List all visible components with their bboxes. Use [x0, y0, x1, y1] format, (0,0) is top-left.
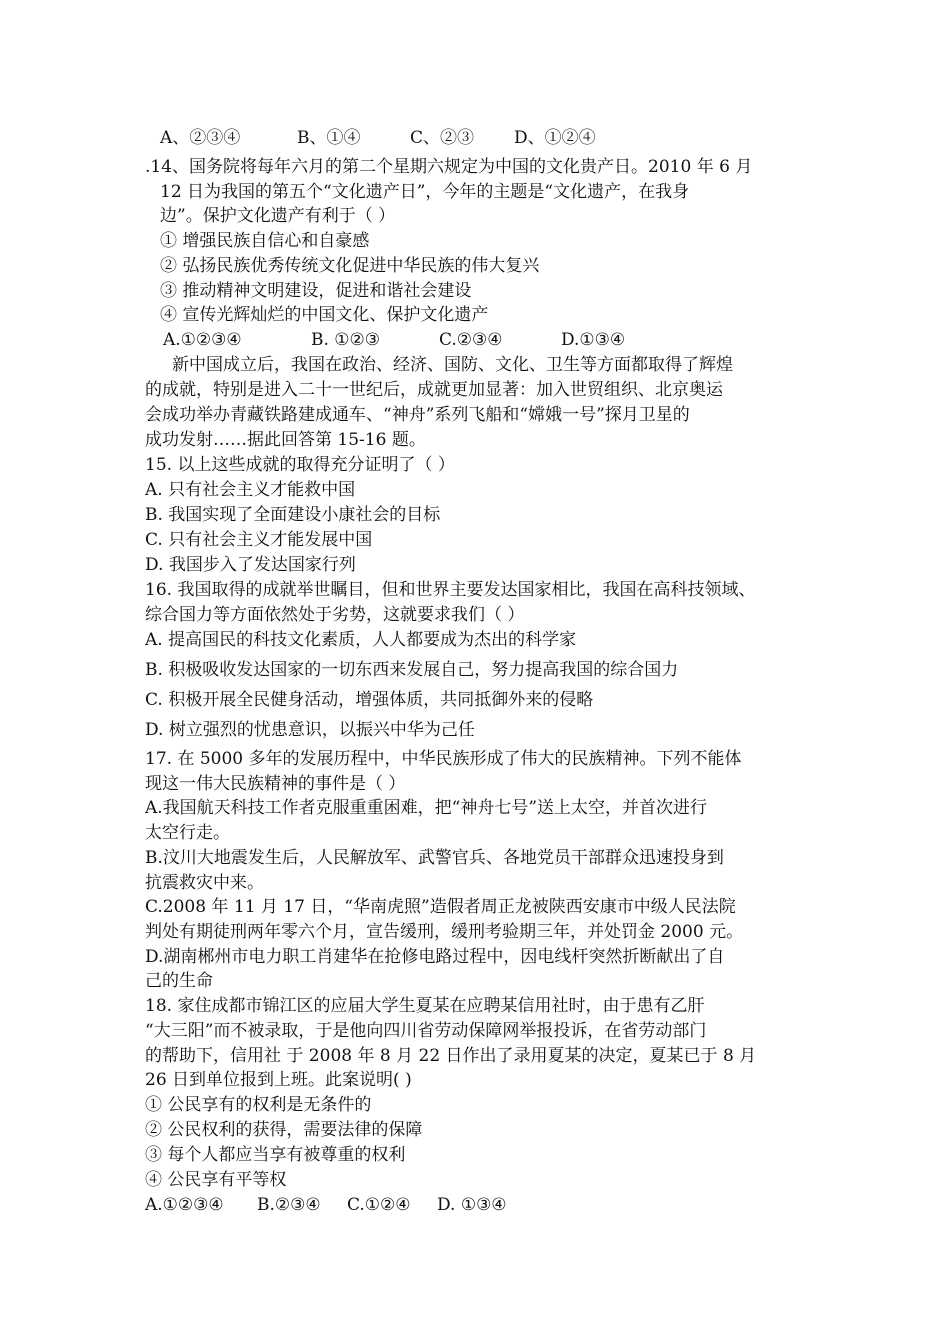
q14-item-4: ④ 宣传光辉灿烂的中国文化、保护文化遗产 [160, 305, 489, 325]
q16-option-a: A. 提高国民的科技文化素质，人人都要成为杰出的科学家 [145, 630, 577, 650]
q15-option-c: C. 只有社会主义才能发展中国 [145, 530, 373, 550]
q18-option-a: A.①②③④ [145, 1195, 224, 1215]
q18-options [145, 1194, 507, 1216]
q14-option-b: B. ①②③ [311, 330, 381, 350]
q16-option-c: C. 积极开展全民健身活动，增强体质，共同抵御外来的侵略 [145, 690, 594, 710]
q17-stem-line-2: 现这一伟大民族精神的事件是（ ） [145, 774, 406, 794]
q17-option-a-line-2: 太空行走。 [145, 823, 230, 843]
q18-item-1: ① 公民享有的权利是无条件的 [145, 1095, 372, 1115]
q15-option-d: D. 我国步入了发达国家行列 [145, 555, 356, 575]
q18-item-2: ② 公民权利的获得，需要法律的保障 [145, 1120, 423, 1140]
q14-item-1: ① 增强民族自信心和自豪感 [160, 231, 370, 251]
q14-item-2: ② 弘扬民族优秀传统文化促进中华民族的伟大复兴 [160, 256, 540, 276]
q14-option-a: A.①②③④ [163, 330, 242, 350]
passage-line-4: 成功发射……据此回答第 15-16 题。 [145, 430, 426, 450]
q15-option-b: B. 我国实现了全面建设小康社会的目标 [145, 505, 441, 525]
q17-option-d-line-2: 己的生命 [145, 971, 213, 991]
q17-option-b-line-1: B.汶川大地震发生后，人民解放军、武警官兵、各地党员干部群众迅速投身到 [145, 848, 724, 868]
q14-item-3: ③ 推动精神文明建设，促进和谐社会建设 [160, 281, 472, 301]
q17-option-c-line-1: C.2008 年 11 月 17 日，“华南虎照”造假者周正龙被陕西安康市中级人民法院 [145, 897, 736, 917]
q16-stem-line-1: 16. 我国取得的成就举世瞩目，但和世界主要发达国家相比，我国在高科技领域、 [145, 580, 756, 600]
q18-option-d: D. ①③④ [437, 1195, 507, 1215]
passage-line-2: 的成就，特别是进入二十一世纪后，成就更加显著：加入世贸组织、北京奥运 [145, 380, 723, 400]
q14-stem-line-2: 12 日为我国的第五个“文化遗产日”，今年的主题是“文化遗产，在我身 [160, 182, 690, 202]
passage-line-1: 新中国成立后，我国在政治、经济、国防、文化、卫生等方面都取得了辉煌 [172, 355, 733, 375]
q15-option-a: A. 只有社会主义才能救中国 [145, 480, 356, 500]
q13-option-b: B、①④ [297, 128, 361, 148]
q13-option-a: A、②③④ [160, 128, 241, 148]
q14-stem-line-3: 边”。保护文化遗产有利于（ ） [160, 206, 396, 226]
q16-stem-line-2: 综合国力等方面依然处于劣势，这就要求我们（ ） [145, 605, 525, 625]
q18-stem-line-2: “大三阳”而不被录取，于是他向四川省劳动保障网举报投诉，在省劳动部门 [145, 1021, 707, 1041]
q18-item-3: ③ 每个人都应当享有被尊重的权利 [145, 1145, 406, 1165]
q14-options [163, 329, 625, 351]
q17-option-a-line-1: A.我国航天科技工作者克服重重困难，把“神舟七号”送上太空，并首次进行 [145, 798, 708, 818]
q17-option-c-line-2: 判处有期徒刑两年零六个月，宣告缓刑，缓刑考验期三年，并处罚金 2000 元。 [145, 922, 744, 942]
q17-option-b-line-2: 抗震救灾中来。 [145, 873, 264, 893]
q18-stem-line-4: 26 日到单位报到上班。此案说明( ) [145, 1070, 412, 1090]
q16-option-b: B. 积极吸收发达国家的一切东西来发展自己，努力提高我国的综合国力 [145, 660, 679, 680]
q13-options [160, 127, 596, 149]
q14-option-c: C.②③④ [439, 330, 503, 350]
q17-stem-line-1: 17. 在 5000 多年的发展历程中，中华民族形成了伟大的民族精神。下列不能体 [145, 749, 742, 769]
q16-option-d: D. 树立强烈的忧患意识，以振兴中华为己任 [145, 720, 475, 740]
q17-option-d-line-1: D.湖南郴州市电力职工肖建华在抢修电路过程中，因电线杆突然折断献出了自 [145, 947, 725, 967]
passage-line-3: 会成功举办青藏铁路建成通车、“神舟”系列飞船和“嫦娥一号”探月卫星的 [145, 405, 690, 425]
q14-stem-line-1: .14、国务院将每年六月的第二个星期六规定为中国的文化贵产日。2010 年 6 月 [145, 157, 753, 177]
q14-option-d: D.①③④ [561, 330, 626, 350]
q18-item-4: ④ 公民享有平等权 [145, 1170, 287, 1190]
q13-option-c: C、②③ [410, 128, 475, 148]
q13-option-d: D、①②④ [514, 128, 596, 148]
q15-stem: 15. 以上这些成就的取得充分证明了（ ） [145, 455, 455, 475]
q18-stem-line-3: 的帮助下，信用社 于 2008 年 8 月 22 日作出了录用夏某的决定，夏某已于 8 月 [145, 1046, 757, 1066]
q18-option-b: B.②③④ [257, 1195, 321, 1215]
q18-option-c: C.①②④ [347, 1195, 411, 1215]
q18-stem-line-1: 18. 家住成都市锦江区的应届大学生夏某在应聘某信用社时，由于患有乙肝 [145, 996, 705, 1016]
